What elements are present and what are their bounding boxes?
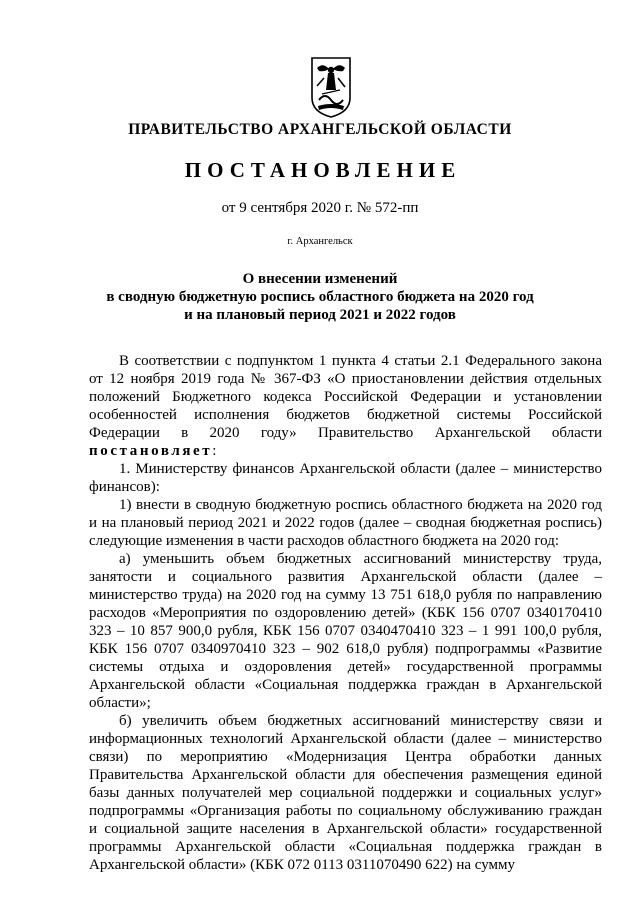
resolves-keyword: постановляет xyxy=(89,443,213,459)
title-line-2: в сводную бюджетную роспись областного бюджета на 2020 год xyxy=(106,289,534,305)
coat-of-arms-emblem xyxy=(310,56,352,118)
clause-1: 1. Министерству финансов Архангельской области (далее – министерство финансов): xyxy=(89,461,602,495)
clause-1-1: 1) внести в сводную бюджетную роспись областного бюджета на 2020 год и на плановый период 2021 и 2022 годов (далее – сводная бюджетная роспись) следующие изменения в части расходов областного бюджета на 2020 год: xyxy=(89,497,602,549)
document-body xyxy=(89,352,602,874)
document-title xyxy=(0,270,640,324)
city-name: г. Архангельск xyxy=(287,236,353,247)
government-name: ПРАВИТЕЛЬСТВО АРХАНГЕЛЬСКОЙ ОБЛАСТИ xyxy=(128,121,512,138)
preamble-paragraph xyxy=(89,352,602,460)
clause-1-1-b: б) увеличить объем бюджетных ассигнований министерству связи и информационных технологий Архангельской области (далее – министерство связи) по мероприятию «Модернизация Центра обработки данных Правительства Архангельской области для обеспечения размещения единой базы данных получателей мер социальной поддержки и социальных услуг» подпрограммы «Организация работы по социальному обслуживанию граждан и социальной защите населения в Архангельской области» государственной программы Архангельской области «Социальная поддержка граждан в Архангельской области» (КБК 072 0113 0311070490 622) на сумму xyxy=(89,713,602,873)
preamble-text: В соответствии с подпунктом 1 пункта 4 статьи 2.1 Федерального закона от 12 ноября 2019 года № 367-ФЗ «О приостановлении действия отдельных положений Бюджетного кодекса Российской Федерации и установлении особенностей исполнения бюджетов бюджетной системы Российской Федерации в 2020 году» Правительство Архангельской области xyxy=(89,353,602,441)
document-type: ПОСТАНОВЛЕНИЕ xyxy=(184,158,462,182)
title-line-1: О внесении изменений xyxy=(242,271,398,287)
title-line-3: и на плановый период 2021 и 2022 годов xyxy=(184,307,456,323)
clause-1-1-a: а) уменьшить объем бюджетных ассигнований министерству труда, занятости и социального развития Архангельской области (далее – министерство труда) на 2020 год на сумму 13 751 618,0 рубля по направлению расходов «Мероприятия по оздоровлению детей» (КБК 156 0707 0340170410 323 – 10 857 900,0 рубля, КБК 156 0707 0340470410 323 – 1 991 100,0 рубля, КБК 156 0707 0340970410 323 – 902 618,0 рубля) подпрограммы «Развитие системы отдыха и оздоровления детей» государственной программы Архангельской области «Социальная поддержка граждан в Архангельской области»; xyxy=(89,551,602,711)
date-and-number: от 9 сентября 2020 г. № 572-пп xyxy=(221,200,419,216)
preamble-colon: : xyxy=(212,443,217,459)
